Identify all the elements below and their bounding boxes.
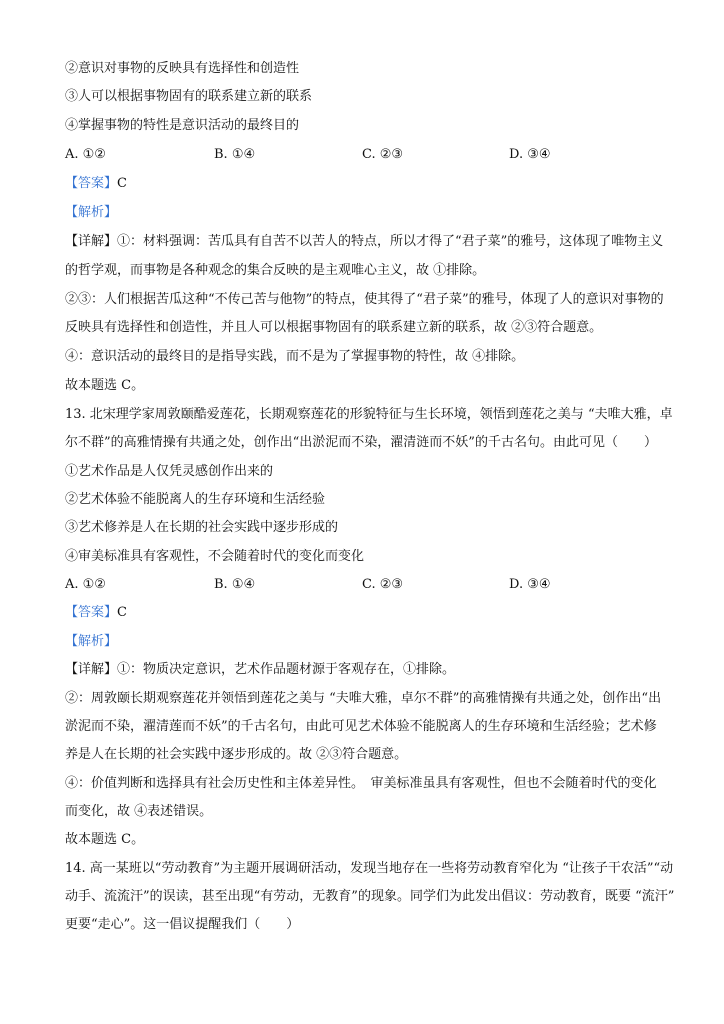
- q12-choice-a: A. ①②: [65, 147, 106, 162]
- q13-option-3: ③艺术修养是人在长期的社会实践中逐步形成的: [65, 520, 339, 535]
- detail-label: 【详解】: [65, 662, 118, 677]
- q12-detail-line-3: ②③：人们根据苦瓜这种“不传己苦与他物”的特点，使其得了“君子菜”的雅号，体现了人的意识对事物的: [65, 292, 664, 307]
- q13-option-1: ①艺术作品是人仅凭灵感创作出来的: [65, 464, 274, 479]
- answer-label: 【答案】: [65, 605, 118, 620]
- q13-choice-b: B. ①④: [214, 577, 256, 592]
- q13-choice-a: A. ①②: [65, 577, 106, 592]
- answer-value: C: [117, 176, 127, 191]
- q12-detail-line-1: 【详解】①：材料强调：苦瓜具有自苦不以苦人的特点，所以才得了“君子菜”的雅号，这体现了唯物主义: [65, 234, 664, 249]
- q13-option-4: ④审美标准具有客观性，不会随着时代的变化而变化: [65, 549, 365, 564]
- detail-label: 【详解】: [65, 234, 118, 249]
- q13-conclusion: 故本题选 C。: [65, 832, 145, 847]
- answer-label: 【答案】: [65, 176, 118, 191]
- q12-analysis-label: 【解析】: [65, 205, 118, 220]
- q12-choice-c: C. ②③: [362, 147, 404, 162]
- q13-detail-line-1: 【详解】①：物质决定意识，艺术作品题材源于客观存在，①排除。: [65, 662, 456, 677]
- q13-option-2: ②艺术体验不能脱离人的生存环境和生活经验: [65, 492, 326, 507]
- q12-choice-b: B. ①④: [214, 147, 256, 162]
- q13-detail-line-6: 而变化，故 ④表述错误。: [65, 804, 213, 819]
- q14-stem-line-3: 更要“走心”。这一倡议提醒我们（ ）: [65, 917, 300, 932]
- q12-option-4: ④掌握事物的特性是意识活动的最终目的: [65, 118, 300, 133]
- q13-choice-c: C. ②③: [362, 577, 404, 592]
- q12-detail-line-2: 的哲学观，而事物是各种观念的集合反映的是主观唯心主义，故 ①排除。: [65, 263, 486, 278]
- q13-stem-line-1: 13. 北宋理学家周敦颐酷爱莲花，长期观察莲花的形貌特征与生长环境，领悟到莲花之美与 “夫唯大雅，卓: [65, 407, 673, 422]
- q13-answer: [65, 604, 127, 622]
- answer-value: C: [117, 605, 127, 620]
- q13-choice-d: D. ③④: [509, 577, 551, 592]
- q12-detail-line-5: ④：意识活动的最终目的是指导实践，而不是为了掌握事物的特性，故 ④排除。: [65, 349, 525, 364]
- q12-detail-line-4: 反映具有选择性和创造性，并且人可以根据事物固有的联系建立新的联系，故 ②③符合题意。: [65, 320, 603, 335]
- q13-detail-line-4: 养是人在长期的社会实践中逐步形成的。故 ②③符合题意。: [65, 747, 408, 762]
- q14-stem-line-2: 动手、流流汗”的误读，甚至出现“有劳动，无教育”的现象。同学们为此发出倡议：劳动教育，既要 “流汗”: [65, 889, 675, 904]
- q13-analysis-label: 【解析】: [65, 634, 118, 649]
- q12-option-2: ②意识对事物的反映具有选择性和创造性: [65, 61, 300, 76]
- q14-stem-line-1: 14. 高一某班以“劳动教育”为主题开展调研活动，发现当地存在一些将劳动教育窄化为 “让孩子干农活”“动: [65, 861, 674, 876]
- q13-detail-line-2: ②：周敦颐长期观察莲花并领悟到莲花之美与 “夫唯大雅，卓尔不群”的高雅情操有共通之处，创作出“出: [65, 691, 662, 706]
- q12-choice-d: D. ③④: [509, 147, 551, 162]
- q13-detail-line-3: 淤泥而不染，濯清莲而不妖”的千古名句，由此可见艺术体验不能脱离人的生存环境和生活经验；艺术修: [65, 719, 657, 734]
- q12-answer: [65, 175, 127, 193]
- q13-stem-line-2: 尔不群”的高雅情操有共通之处，创作出“出淤泥而不染，濯清涟而不妖”的千古名句。由此可见（ ）: [65, 435, 657, 450]
- q12-conclusion: 故本题选 C。: [65, 378, 145, 393]
- q12-option-3: ③人可以根据事物固有的联系建立新的联系: [65, 89, 313, 104]
- q13-detail-line-5: ④：价值判断和选择具有社会历史性和主体差异性。 审美标准虽具有客观性，但也不会随着时代的变化: [65, 776, 657, 791]
